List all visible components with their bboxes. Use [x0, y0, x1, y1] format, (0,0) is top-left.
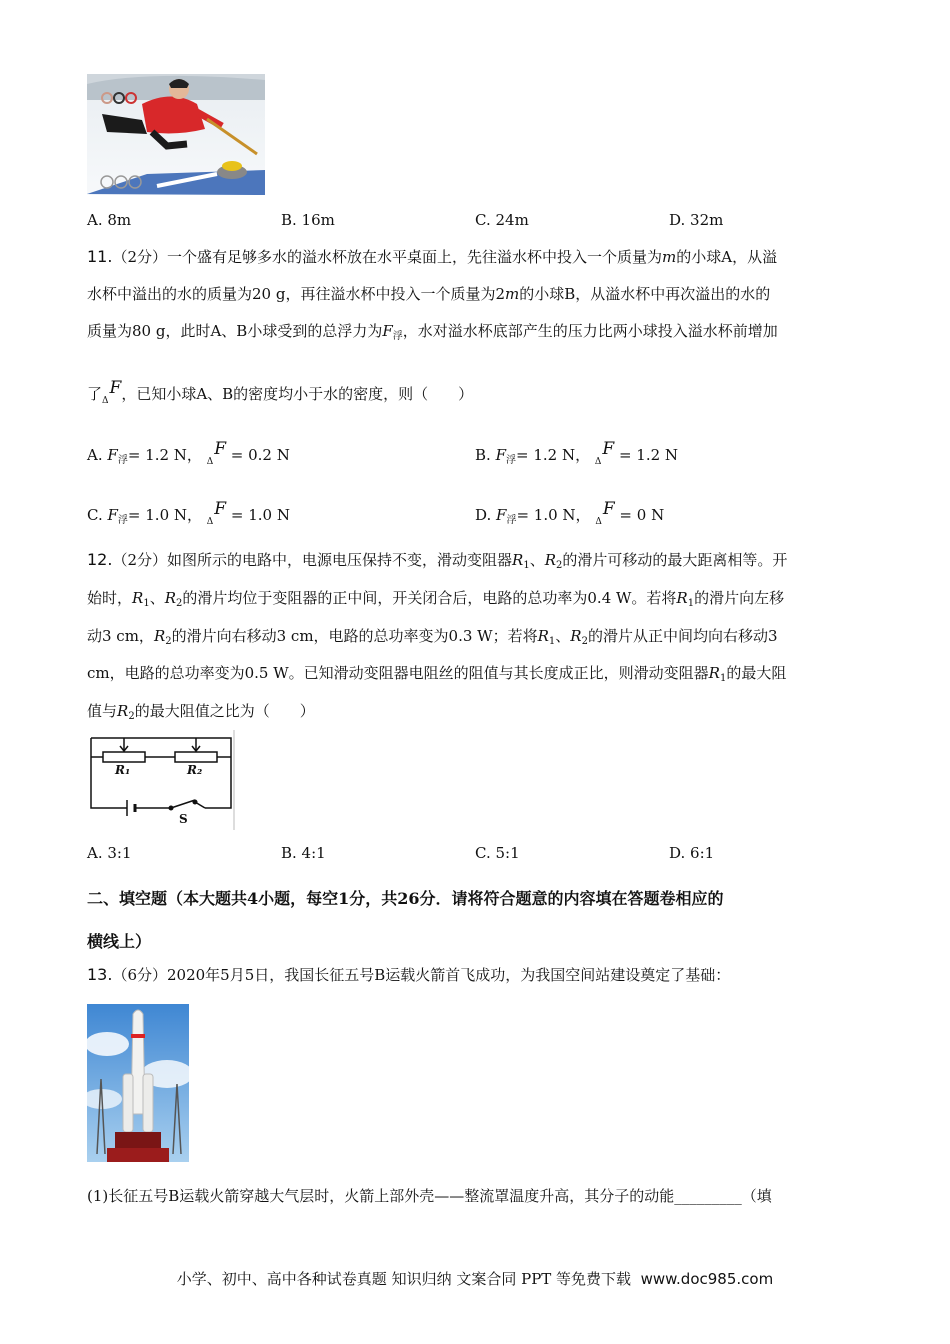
- footer: [0, 1268, 950, 1289]
- q11-line-3: 质量为80 g，此时A、B小球受到的总浮力为$F_浮$，水对溢水杯底部产生的压力比两小球投入溢水杯前增加: [87, 322, 778, 342]
- rocket-image: [87, 1004, 189, 1162]
- q12-line-2: 始时，$R_1$、$R_2$的滑片均位于变阻器的正中间，开关闭合后，电路的总功率为0.4 W。若将$R_1$的滑片向左移: [87, 589, 785, 609]
- q10-option-b: B. 16m: [281, 211, 335, 229]
- section-2-heading: 二、填空题（本大题共4小题，每空1分，共26分．请将符合题意的内容填在答题卷相应的: [87, 889, 724, 908]
- q12-line-5: 值与$R_2$的最大阻值之比为（ ）: [87, 702, 315, 722]
- q11-line-4: 了$_\Delta$F，已知小球A、B的密度均小于水的密度，则（ ）: [87, 378, 474, 406]
- switch-label: S: [179, 812, 188, 826]
- q11-line-2: 水杯中溢出的水的质量为20 g，再往溢水杯中投入一个质量为2m的小球B，从溢水杯中再次溢出的水的: [87, 285, 771, 303]
- q11-line-1: 11.（2分）一个盛有足够多水的溢水杯放在水平桌面上，先往溢水杯中投入一个质量为m的小球A，从溢: [87, 247, 778, 266]
- q10-option-a: A. 8m: [87, 211, 132, 229]
- r2-label: R₂: [187, 763, 203, 777]
- footer-text: 小学、初中、高中各种试卷真题 知识归纳 文案合同 PPT 等免费下载: [176, 1270, 632, 1288]
- q12-line-4: cm，电路的总功率变为0.5 W。已知滑动变阻器电阻丝的阻值与其长度成正比，则滑动变阻器$R_1$的最大阻: [87, 664, 787, 684]
- r1-label: R₁: [115, 763, 131, 777]
- q12-line-1: 12.（2分）如图所示的电路中，电源电压保持不变，滑动变阻器$R_1$、$R_2$的滑片可移动的最大距离相等。开: [87, 550, 788, 571]
- q10-option-c: C. 24m: [475, 211, 529, 229]
- q11-option-c: C. $F_浮= 1.0$ N， $_\Delta$F = 1.0 N: [87, 499, 290, 527]
- q10-option-d: D. 32m: [669, 211, 724, 229]
- q12-option-a: A. 3:1: [87, 844, 132, 862]
- circuit-diagram: [87, 730, 237, 830]
- q12-option-b: B. 4:1: [281, 844, 326, 862]
- section-2-heading-cont: 横线上）: [87, 932, 152, 951]
- points: （2分）: [112, 248, 167, 266]
- q12-line-3: 动3 cm，$R_2$的滑片向右移动3 cm，电路的总功率变为0.3 W；若将$R_1$、$R_2$的滑片从正中间均向右移动3: [87, 627, 778, 647]
- q12-option-d: D. 6:1: [669, 844, 715, 862]
- q11-option-a: A. $F_浮= 1.2$ N， $_\Delta$F = 0.2 N: [87, 439, 290, 467]
- q13-line-1: 13.（6分）2020年5月5日，我国长征五号B运载火箭首飞成功，为我国空间站建设奠定了基础：: [87, 965, 731, 984]
- q12-option-c: C. 5:1: [475, 844, 520, 862]
- q11-option-d: D. $F_浮= 1.0$ N， $_\Delta$F = 0 N: [475, 499, 665, 527]
- q13-sub-1: (1)长征五号B运载火箭穿越大气层时，火箭上部外壳——整流罩温度升高，其分子的动能_________（填: [87, 1187, 772, 1205]
- q11-option-b: B. $F_浮= 1.2$ N， $_\Delta$F = 1.2 N: [475, 439, 679, 467]
- question-number: 11.: [87, 247, 113, 266]
- footer-link[interactable]: www.doc985.com: [640, 1270, 774, 1288]
- curling-image: [87, 74, 265, 195]
